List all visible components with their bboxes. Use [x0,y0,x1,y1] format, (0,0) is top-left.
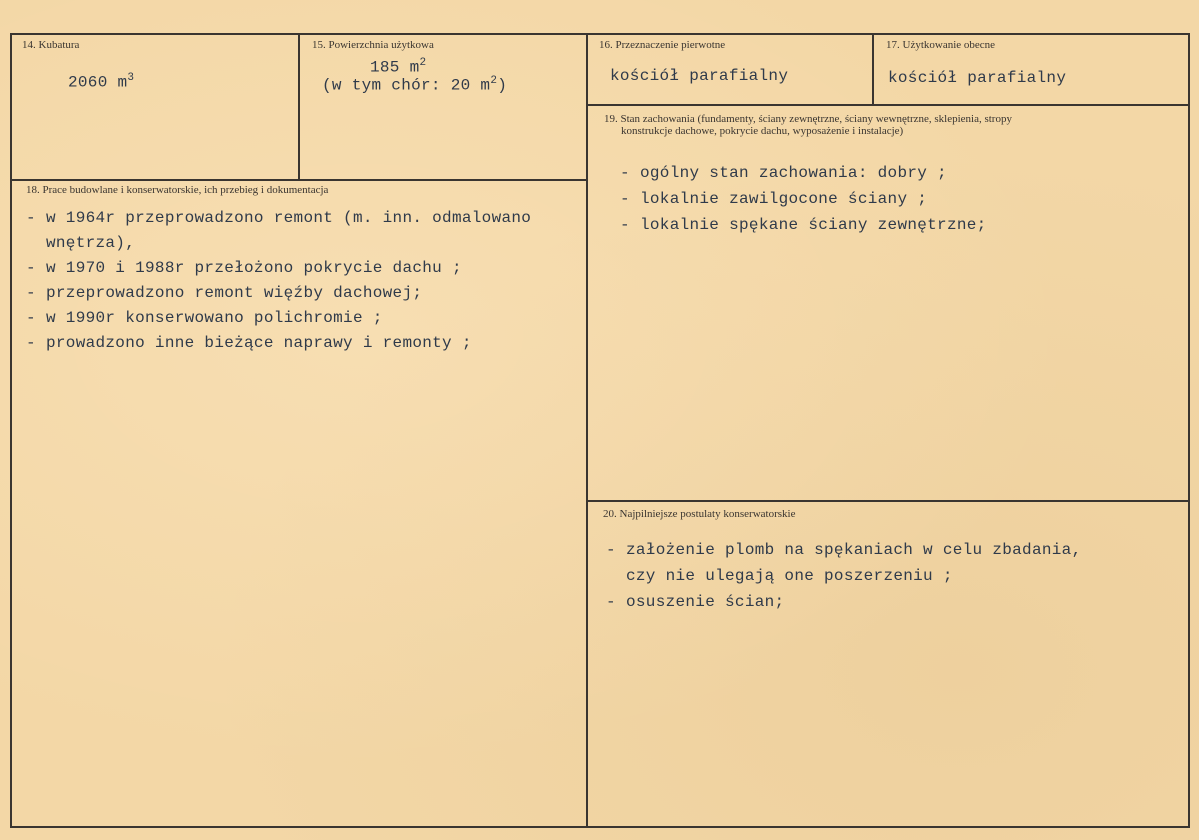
list-item-text: założenie plomb na spękaniach w celu zbadania, [626,541,1082,559]
field-15-area: 185 m [370,58,420,77]
field-16-value: kościół parafialny [610,67,789,85]
field-15-close-paren: ) [497,76,508,95]
field-17-value: kościół parafialny [888,69,1067,87]
field-20-list [606,537,1081,615]
field-15-label: 15. Powierzchnia użytkowa [312,39,434,51]
list-item-text: w 1970 i 1988r przełożono pokrycie dachu ; [46,259,462,277]
bottom-border [10,826,1190,828]
list-item: - w 1964r przeprowadzono remont (m. inn. odmalowano [26,209,532,227]
divider-16-17 [872,33,874,106]
list-item-text: prowadzono inne bieżące naprawy i remonty ; [46,334,472,352]
field-19-list [620,160,987,238]
field-17-label: 17. Użytkowanie obecne [886,39,996,51]
list-item-text: przeprowadzono remont więźby dachowej; [46,284,423,302]
list-item: - lokalnie spękane ściany zewnętrzne; [620,216,987,234]
divider-main [586,33,588,828]
field-19-label-line2: konstrukcje dachowe, pokrycie dachu, wyposażenie i instalacje) [621,125,904,137]
list-item-text: lokalnie spękane ściany zewnętrzne; [640,216,987,234]
divider-19-20 [586,500,1190,502]
field-15-line2 [322,75,507,94]
field-14-value [68,72,134,91]
field-19-label-line1: 19. Stan zachowania (fundamenty, ściany zewnętrzne, ściany wewnętrzne, sklepienia, stropy [604,113,1012,125]
list-item: - ogólny stan zachowania: dobry ; [620,164,947,182]
list-item: - w 1990r konserwowano polichromie ; [26,309,383,327]
field-20-label: 20. Najpilniejsze postulaty konserwatorskie [603,508,796,520]
list-item: - przeprowadzono remont więźby dachowej; [26,284,423,302]
right-border [1188,33,1190,828]
field-15-choir: (w tym chór: 20 m [322,76,491,95]
field-15-line1 [370,57,426,76]
list-item: - osuszenie ścian; [606,593,785,611]
field-16-label: 16. Przeznaczenie pierwotne [599,39,726,51]
list-item-text: lokalnie zawilgocone ściany ; [640,190,928,208]
list-item: - lokalnie zawilgocone ściany ; [620,190,928,208]
list-item-text: w 1990r konserwowano polichromie ; [46,309,383,327]
divider-16-19 [586,104,1190,106]
divider-left-row [10,179,588,181]
field-15-area-exponent: 2 [419,57,427,69]
top-border [10,33,1190,35]
list-item-text: czy nie ulegają one poszerzeniu ; [626,567,953,585]
list-item [26,231,531,256]
list-item [606,563,1081,589]
list-item-text: wnętrza), [46,234,136,252]
list-item-text: w 1964r przeprowadzono remont (m. inn. odmalowano [46,209,532,227]
field-14-label: 14. Kubatura [22,39,80,51]
field-14-unit-exponent: 3 [127,72,135,84]
field-15-choir-exponent: 2 [490,75,498,87]
field-18-label: 18. Prace budowlane i konserwatorskie, ich przebieg i dokumentacja [26,184,329,196]
list-item: - założenie plomb na spękaniach w celu zbadania, [606,541,1082,559]
list-item-text: osuszenie ścian; [626,593,785,611]
divider-14-15 [298,33,300,181]
list-item: - prowadzono inne bieżące naprawy i remonty ; [26,334,472,352]
list-item: - w 1970 i 1988r przełożono pokrycie dachu ; [26,259,462,277]
list-item-text: ogólny stan zachowania: dobry ; [640,164,947,182]
left-border [10,33,12,828]
field-18-list [26,206,531,356]
field-14-number: 2060 m [68,73,128,92]
